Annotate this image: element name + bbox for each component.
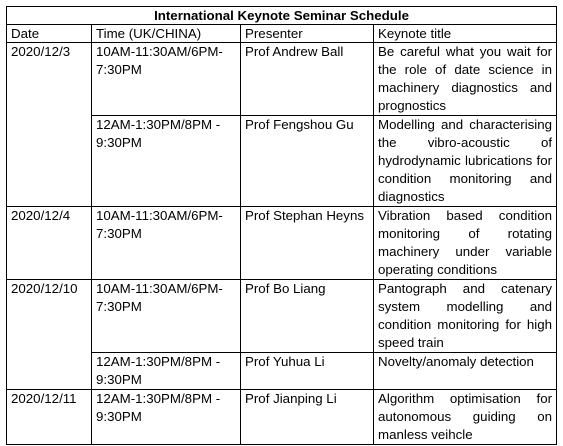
- header-date: Date: [7, 25, 92, 43]
- presenter-cell: Prof Andrew Ball: [241, 43, 374, 116]
- keynote-title-cell: Be careful what you wait for the role of date science in machinery diagnostics and prognostics: [374, 43, 557, 116]
- keynote-title-cell: Vibration based condition monitoring of rotating machinery under variable operating conditions: [374, 207, 557, 280]
- date-cell: 2020/12/11: [7, 390, 92, 445]
- table-row: [7, 280, 557, 353]
- presenter-cell: Prof Bo Liang: [241, 280, 374, 353]
- time-cell: 10AM-11:30AM/6PM-7:30PM: [92, 207, 241, 280]
- header-keynote-title: Keynote title: [374, 25, 557, 43]
- date-cell: 2020/12/4: [7, 207, 92, 280]
- keynote-title-cell: Pantograph and catenary system modelling and condition monitoring for high speed train: [374, 280, 557, 353]
- table-row: [7, 43, 557, 116]
- date-cell: 2020/12/3: [7, 43, 92, 207]
- table-row: [7, 390, 557, 445]
- date-cell: 2020/12/10: [7, 280, 92, 390]
- schedule-table: [6, 6, 557, 445]
- presenter-cell: Prof Jianping Li: [241, 390, 374, 445]
- header-time: Time (UK/CHINA): [92, 25, 241, 43]
- time-cell: 10AM-11:30AM/6PM-7:30PM: [92, 43, 241, 116]
- table-row: [7, 207, 557, 280]
- header-presenter: Presenter: [241, 25, 374, 43]
- table-header-row: [7, 25, 557, 43]
- table-title: International Keynote Seminar Schedule: [7, 7, 557, 25]
- time-cell: 10AM-11:30AM/6PM-7:30PM: [92, 280, 241, 353]
- time-cell: 12AM-1:30PM/8PM - 9:30PM: [92, 116, 241, 207]
- time-cell: 12AM-1:30PM/8PM - 9:30PM: [92, 390, 241, 445]
- keynote-title-cell: Modelling and characterising the vibro-acoustic of hydrodynamic lubrications for condition monitoring and diagnostics: [374, 116, 557, 207]
- table-title-row: [7, 7, 557, 25]
- presenter-cell: Prof Stephan Heyns: [241, 207, 374, 280]
- presenter-cell: Prof Yuhua Li: [241, 353, 374, 390]
- presenter-cell: Prof Fengshou Gu: [241, 116, 374, 207]
- time-cell: 12AM-1:30PM/8PM - 9:30PM: [92, 353, 241, 390]
- keynote-title-cell: Novelty/anomaly detection: [374, 353, 557, 390]
- keynote-title-cell: Algorithm optimisation for autonomous guiding on manless veihcle: [374, 390, 557, 445]
